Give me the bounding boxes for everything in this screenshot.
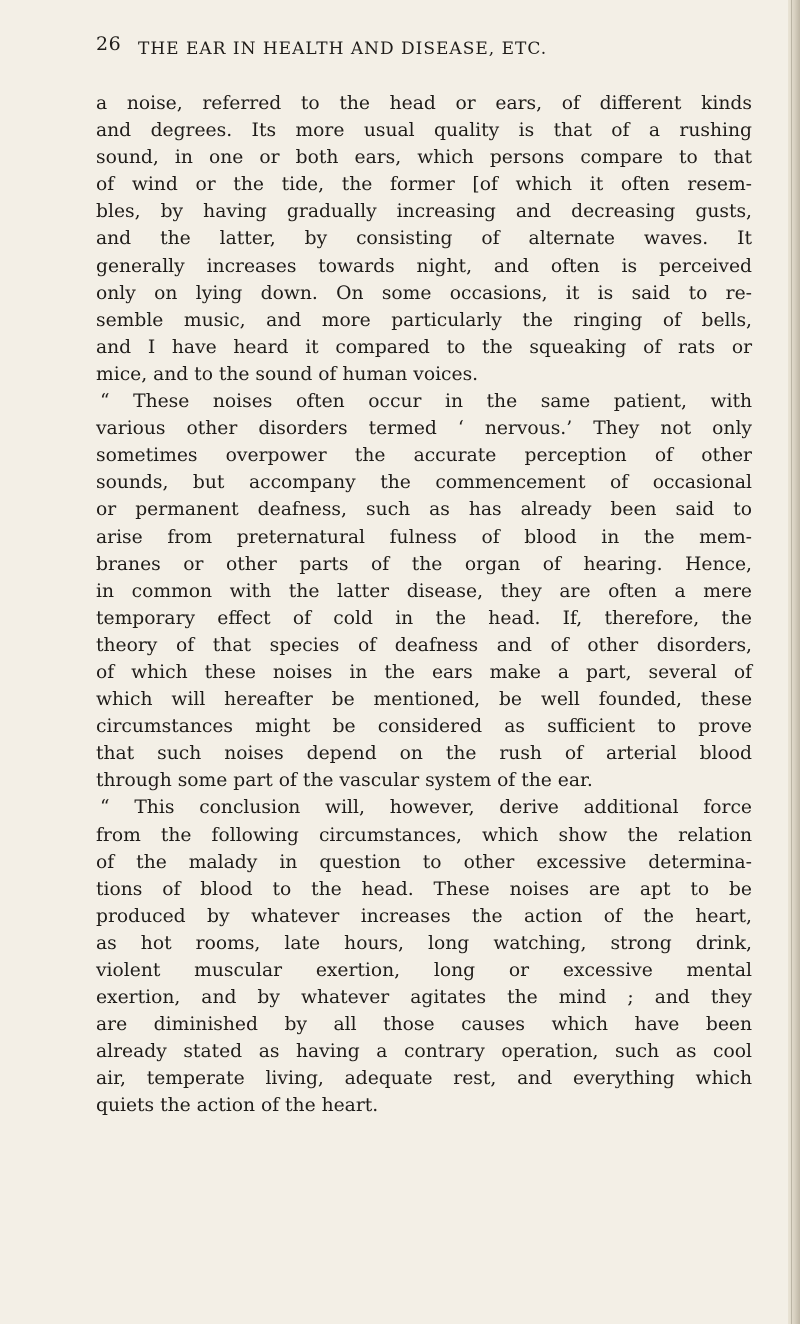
text-line: or permanent deafness, such as has already been said to — [96, 499, 752, 521]
text-line: only on lying down. On some occasions, it is said to re- — [96, 282, 752, 304]
text-line: “ This conclusion will, however, derive additional force — [100, 797, 752, 819]
text-line: produced by whatever increases the action of the heart, — [96, 905, 752, 927]
text-line: of which these noises in the ears make a part, several of — [96, 661, 752, 683]
text-line: temporary effect of cold in the head. If, therefore, the — [96, 607, 752, 629]
text-line: through some part of the vascular system of the ear. — [96, 770, 593, 792]
text-line: in common with the latter disease, they are often a mere — [96, 580, 752, 602]
text-line: “ These noises often occur in the same patient, with — [100, 391, 752, 413]
text-line: a noise, referred to the head or ears, of different kinds — [96, 93, 752, 114]
text-line: circumstances might be considered as sufficient to prove — [96, 716, 752, 738]
text-line: bles, by having gradually increasing and decreasing gusts, — [96, 201, 752, 223]
text-line: and degrees. Its more usual quality is that of a rushing — [96, 120, 752, 142]
body-text — [96, 90, 752, 1120]
text-line: various other disorders termed ‘ nervous.’ They not only — [96, 418, 752, 440]
text-line: and the latter, by consisting of alternate waves. It — [96, 228, 752, 250]
text-line: sound, in one or both ears, which persons compare to that — [96, 147, 752, 169]
page-edge-shadow — [788, 0, 800, 1324]
text-line: which will hereafter be mentioned, be well founded, these — [96, 689, 752, 711]
text-line: are diminished by all those causes which have been — [96, 1014, 752, 1036]
text-line: theory of that species of deafness and of other disorders, — [96, 634, 752, 656]
text-line: exertion, and by whatever agitates the mind ; and they — [96, 987, 752, 1009]
text-line: and I have heard it compared to the squeaking of rats or — [96, 336, 752, 358]
text-line: arise from preternatural fulness of blood in the mem- — [96, 526, 752, 548]
text-line: air, temperate living, adequate rest, and everything which — [96, 1068, 752, 1090]
text-line: violent muscular exertion, long or excessive mental — [96, 960, 752, 981]
page-number: 26 — [96, 33, 122, 55]
text-line: from the following circumstances, which show the relation — [96, 824, 752, 846]
text-line: semble music, and more particularly the ringing of bells, — [96, 309, 752, 331]
text-line: sounds, but accompany the commencement of occasional — [96, 472, 752, 494]
page-edge-line — [791, 0, 792, 1324]
text-line: tions of blood to the head. These noises are apt to be — [96, 878, 752, 900]
text-line: branes or other parts of the organ of hearing. Hence, — [96, 553, 752, 575]
running-head: THE EAR IN HEALTH AND DISEASE, ETC. — [138, 39, 548, 59]
text-line: of wind or the tide, the former [of which it often resem- — [96, 174, 752, 196]
text-line: as hot rooms, late hours, long watching, strong drink, — [96, 932, 752, 954]
text-line: generally increases towards night, and often is perceived — [96, 255, 752, 277]
text-line: already stated as having a contrary operation, such as cool — [96, 1041, 752, 1063]
text-line: mice, and to the sound of human voices. — [96, 363, 479, 385]
text-line: of the malady in question to other excessive determina- — [96, 851, 752, 873]
text-line: that such noises depend on the rush of arterial blood — [96, 743, 752, 765]
text-line: quiets the action of the heart. — [96, 1095, 379, 1117]
text-line: sometimes overpower the accurate perception of other — [96, 445, 752, 467]
